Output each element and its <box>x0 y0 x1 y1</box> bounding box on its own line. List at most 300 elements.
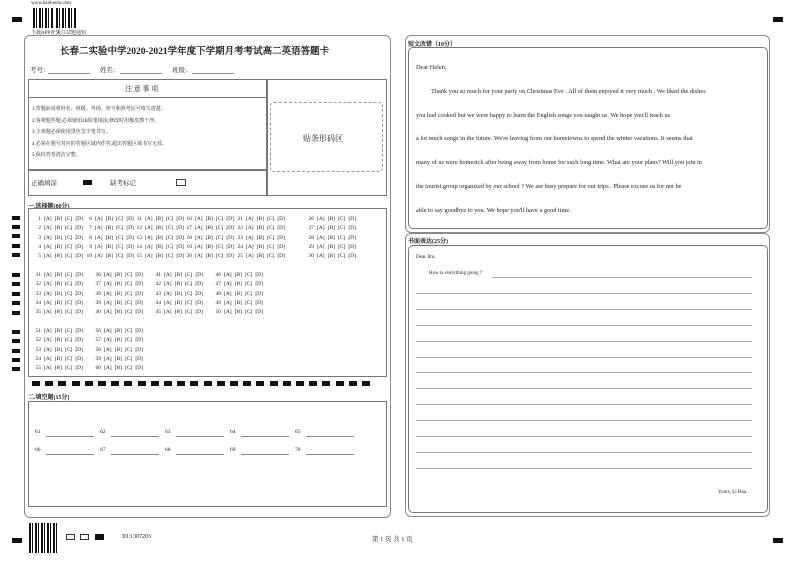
choice-bubble[interactable]: [A] <box>145 243 153 250</box>
choice-bubble[interactable]: [D] <box>126 234 134 241</box>
choice-bubble[interactable]: [B] <box>205 225 213 232</box>
choice-bubble[interactable]: [D] <box>75 290 83 297</box>
choice-bubble[interactable]: [A] <box>164 272 172 278</box>
choice-bubble[interactable]: [B] <box>105 225 113 232</box>
timing-mark <box>362 381 370 386</box>
choice-bubble[interactable]: [B] <box>234 290 242 297</box>
choice-bubble[interactable]: [B] <box>174 272 182 278</box>
choice-bubble[interactable]: [C] <box>165 234 174 241</box>
choice-bubble[interactable]: [B] <box>105 234 113 241</box>
choice-bubble[interactable]: [B] <box>114 281 122 288</box>
choice-bubble[interactable]: [A] <box>44 365 52 372</box>
choice-bubble[interactable]: [B] <box>114 355 122 362</box>
choice-bubble[interactable]: [B] <box>54 365 62 372</box>
choice-bubble[interactable]: [D] <box>135 328 143 334</box>
choice-row <box>184 244 234 250</box>
choice-bubble[interactable]: [C] <box>244 309 253 316</box>
choice-bubble[interactable]: [A] <box>145 253 153 260</box>
choice-bubble[interactable]: [C] <box>64 290 73 297</box>
choice-bubble[interactable]: [B] <box>155 253 163 260</box>
choice-bubble[interactable]: [C] <box>64 216 73 222</box>
choice-bubble[interactable]: [C] <box>244 281 253 288</box>
exam-number-blank[interactable] <box>48 73 90 74</box>
choice-bubble[interactable]: [C] <box>124 337 133 344</box>
choice-bubble[interactable]: [A] <box>44 346 52 353</box>
choice-bubble[interactable]: [B] <box>105 243 113 250</box>
choice-bubble[interactable]: [C] <box>165 216 174 222</box>
choice-bubble[interactable]: [C] <box>115 225 124 232</box>
choice-bubble[interactable]: [A] <box>104 355 112 362</box>
blank-number: 66 <box>35 447 41 453</box>
choice-bubble[interactable]: [C] <box>64 243 73 250</box>
absent-checkbox[interactable] <box>176 179 186 186</box>
choice-bubble[interactable]: [A] <box>195 234 203 241</box>
choice-bubble[interactable]: [C] <box>337 243 346 250</box>
choice-bubble[interactable]: [A] <box>246 216 254 222</box>
choice-bubble[interactable]: [C] <box>165 225 174 232</box>
choice-bubble[interactable]: [A] <box>145 234 153 241</box>
choice-bubble[interactable]: [D] <box>277 234 285 241</box>
choice-bubble[interactable]: [C] <box>115 234 124 241</box>
choice-bubble[interactable]: [D] <box>75 272 83 278</box>
choice-bubble[interactable]: [D] <box>75 328 83 334</box>
choice-bubble[interactable]: [C] <box>124 309 133 316</box>
choice-bubble[interactable]: [C] <box>266 216 275 222</box>
choice-bubble[interactable]: [C] <box>64 253 73 260</box>
choice-bubble[interactable]: [C] <box>337 253 346 260</box>
notice-item: 1.答题前请将姓名、班级、考场、座号和准考证号填写清楚。 <box>32 107 166 112</box>
question-number: 40 <box>95 309 101 316</box>
blank-line[interactable] <box>306 436 354 437</box>
choice-row <box>33 281 83 287</box>
choice-bubble[interactable]: [A] <box>195 225 203 232</box>
choice-bubble[interactable]: [B] <box>54 328 62 334</box>
choice-bubble[interactable]: [B] <box>114 272 122 278</box>
choice-bubble[interactable]: [B] <box>155 234 163 241</box>
choice-bubble[interactable]: [C] <box>244 272 253 278</box>
choice-bubble[interactable]: [B] <box>327 216 335 222</box>
choice-bubble[interactable]: [C] <box>184 281 193 288</box>
writing-line[interactable] <box>416 388 752 389</box>
choice-bubble[interactable]: [D] <box>75 355 83 362</box>
choice-bubble[interactable]: [D] <box>226 234 234 241</box>
choice-bubble[interactable]: [D] <box>277 216 285 222</box>
choice-bubble[interactable]: [D] <box>126 253 134 260</box>
choice-bubble[interactable]: [C] <box>337 216 346 222</box>
choice-bubble[interactable]: [C] <box>124 290 133 297</box>
choice-bubble[interactable]: [A] <box>104 346 112 353</box>
blank-line[interactable] <box>111 454 159 455</box>
choice-bubble[interactable]: [A] <box>224 281 232 288</box>
choice-bubble[interactable]: [A] <box>44 309 52 316</box>
choice-bubble[interactable]: [C] <box>165 253 174 260</box>
choice-bubble[interactable]: [D] <box>226 225 234 232</box>
choice-bubble[interactable]: [D] <box>75 346 83 353</box>
choice-bubble[interactable]: [A] <box>195 243 203 250</box>
choice-bubble[interactable]: [B] <box>114 365 122 372</box>
choice-bubble[interactable]: [B] <box>54 243 62 250</box>
choice-bubble[interactable]: [B] <box>54 290 62 297</box>
choice-bubble[interactable]: [B] <box>114 299 122 306</box>
choice-bubble[interactable]: [C] <box>244 299 253 306</box>
choice-bubble[interactable]: [D] <box>126 243 134 250</box>
choice-bubble[interactable]: [D] <box>255 290 263 297</box>
question-number: 8 <box>89 234 92 241</box>
choice-bubble[interactable]: [A] <box>44 225 52 232</box>
choice-bubble[interactable]: [A] <box>317 216 325 222</box>
choice-bubble[interactable]: [B] <box>327 234 335 241</box>
choice-bubble[interactable]: [C] <box>64 281 73 288</box>
choice-bubble[interactable]: [A] <box>317 234 325 241</box>
writing-line[interactable] <box>416 404 752 405</box>
choice-bubble[interactable]: [A] <box>44 328 52 334</box>
choice-bubble[interactable]: [B] <box>256 243 264 250</box>
choice-bubble[interactable]: [A] <box>195 253 203 260</box>
choice-bubble[interactable]: [B] <box>205 253 213 260</box>
choice-bubble[interactable]: [B] <box>105 216 113 222</box>
choice-bubble[interactable]: [B] <box>54 272 62 278</box>
choice-bubble[interactable]: [C] <box>184 272 193 278</box>
timing-mark <box>12 282 20 286</box>
blank-line[interactable] <box>46 454 94 455</box>
choice-bubble[interactable]: [A] <box>44 299 52 306</box>
blank-line[interactable] <box>111 436 159 437</box>
writing-line[interactable] <box>416 325 752 326</box>
blank-line[interactable] <box>176 436 224 437</box>
correction-line: many of us were homesick after being away from home for such long time. What are your plans? Will you join in <box>416 159 702 167</box>
choice-bubble[interactable]: [B] <box>256 225 264 232</box>
choice-bubble[interactable]: [C] <box>244 290 253 297</box>
choice-bubble[interactable]: [B] <box>234 299 242 306</box>
choice-bubble[interactable]: [D] <box>75 225 83 232</box>
choice-bubble[interactable]: [A] <box>104 290 112 297</box>
choice-bubble[interactable]: [B] <box>54 234 62 241</box>
notice-item: 4.必须在题号对应的答题区域内作答,超出答题区域书写无效。 <box>32 141 168 147</box>
choice-bubble[interactable]: [D] <box>135 346 143 353</box>
choice-bubble[interactable]: [B] <box>54 337 62 344</box>
choice-bubble[interactable]: [D] <box>195 272 203 278</box>
choice-bubble[interactable]: [D] <box>75 243 83 250</box>
choice-bubble[interactable]: [A] <box>164 281 172 288</box>
choice-bubble[interactable]: [A] <box>104 365 112 372</box>
choice-bubble[interactable]: [D] <box>226 253 234 260</box>
choice-bubble[interactable]: [B] <box>54 281 62 288</box>
choice-bubble[interactable]: [D] <box>226 216 234 222</box>
choice-bubble[interactable]: [D] <box>195 309 203 316</box>
choice-bubble[interactable]: [C] <box>64 299 73 306</box>
choice-bubble[interactable]: [B] <box>327 253 335 260</box>
choice-bubble[interactable]: [D] <box>348 243 356 250</box>
choice-row <box>93 309 143 315</box>
choice-bubble[interactable]: [C] <box>266 225 275 232</box>
choice-row <box>153 281 203 287</box>
choice-bubble[interactable]: [B] <box>174 309 182 316</box>
blank-line[interactable] <box>176 454 224 455</box>
choice-bubble[interactable]: [D] <box>126 216 134 222</box>
choice-bubble[interactable]: [B] <box>327 225 335 232</box>
choice-bubble[interactable]: [B] <box>155 216 163 222</box>
correction-line: Thank you so much for your party on Christmas Eve . All of them enjoyed it very much . We liked the dishes <box>431 87 706 95</box>
choice-bubble[interactable]: [C] <box>64 337 73 344</box>
choice-bubble[interactable]: [D] <box>277 225 285 232</box>
name-blank[interactable] <box>120 73 162 74</box>
choice-bubble[interactable]: [B] <box>54 299 62 306</box>
choice-bubble[interactable]: [D] <box>135 355 143 362</box>
timing-mark <box>296 381 304 386</box>
choice-bubble[interactable]: [C] <box>115 243 124 250</box>
choice-bubble[interactable]: [B] <box>205 243 213 250</box>
writing-line[interactable] <box>492 277 752 278</box>
choice-bubble[interactable]: [C] <box>115 253 124 260</box>
choice-bubble[interactable]: [B] <box>155 243 163 250</box>
choice-bubble[interactable]: [B] <box>105 253 113 260</box>
choice-bubble[interactable]: [C] <box>215 234 224 241</box>
choice-bubble[interactable]: [B] <box>174 281 182 288</box>
choice-bubble[interactable]: [B] <box>54 309 62 316</box>
choice-bubble[interactable]: [B] <box>205 216 213 222</box>
timing-mark <box>230 381 238 386</box>
choice-bubble[interactable]: [C] <box>124 346 133 353</box>
choice-bubble[interactable]: [D] <box>277 243 285 250</box>
choice-bubble[interactable]: [D] <box>195 290 203 297</box>
writing-line[interactable] <box>416 452 752 453</box>
choice-bubble[interactable]: [A] <box>95 225 103 232</box>
writing-line[interactable] <box>416 372 752 373</box>
choice-bubble[interactable]: [A] <box>246 243 254 250</box>
choice-bubble[interactable]: [D] <box>135 272 143 278</box>
choice-bubble[interactable]: [D] <box>75 253 83 260</box>
choice-bubble[interactable]: [C] <box>64 328 73 334</box>
choice-bubble[interactable]: [B] <box>155 225 163 232</box>
choice-bubble[interactable]: [A] <box>104 272 112 278</box>
choice-bubble[interactable]: [A] <box>104 281 112 288</box>
choice-bubble[interactable]: [D] <box>195 281 203 288</box>
question-number: 60 <box>95 365 101 372</box>
choice-bubble[interactable]: [A] <box>104 328 112 334</box>
choice-bubble[interactable]: [D] <box>255 309 263 316</box>
choice-bubble[interactable]: [B] <box>114 290 122 297</box>
choice-bubble[interactable]: [B] <box>54 346 62 353</box>
choice-bubble[interactable]: [C] <box>64 225 73 232</box>
choice-bubble[interactable]: [B] <box>54 355 62 362</box>
choice-bubble[interactable]: [A] <box>95 243 103 250</box>
choice-bubble[interactable]: [D] <box>348 225 356 232</box>
choice-row <box>93 272 143 278</box>
choice-bubble[interactable]: [C] <box>64 234 73 241</box>
choice-bubble[interactable]: [A] <box>246 253 254 260</box>
choice-bubble[interactable]: [D] <box>176 253 184 260</box>
choice-bubble[interactable]: [C] <box>124 299 133 306</box>
qr-code-notice <box>56 8 76 28</box>
choice-bubble[interactable]: [C] <box>215 216 224 222</box>
choice-bubble[interactable]: [A] <box>164 309 172 316</box>
blank-line[interactable] <box>306 454 354 455</box>
choice-bubble[interactable]: [D] <box>255 299 263 306</box>
choice-bubble[interactable]: [B] <box>114 346 122 353</box>
choice-bubble[interactable]: [D] <box>75 234 83 241</box>
choice-bubble[interactable]: [D] <box>176 243 184 250</box>
choice-bubble[interactable]: [A] <box>246 225 254 232</box>
choice-bubble[interactable]: [C] <box>184 290 193 297</box>
choice-bubble[interactable]: [D] <box>277 253 285 260</box>
choice-bubble[interactable]: [A] <box>95 216 103 222</box>
choice-bubble[interactable]: [A] <box>317 225 325 232</box>
choice-bubble[interactable]: [C] <box>184 299 193 306</box>
choice-bubble[interactable]: [C] <box>64 355 73 362</box>
choice-bubble[interactable]: [B] <box>54 216 62 222</box>
writing-line[interactable] <box>416 468 752 469</box>
choice-bubble[interactable]: [C] <box>215 243 224 250</box>
choice-bubble[interactable]: [C] <box>337 225 346 232</box>
blank-line[interactable] <box>241 436 289 437</box>
choice-bubble[interactable]: [D] <box>135 299 143 306</box>
notice-heading: 注 意 事 项 <box>125 85 159 93</box>
choice-row <box>306 216 356 222</box>
choice-bubble[interactable]: [C] <box>124 355 133 362</box>
choice-bubble[interactable]: [D] <box>176 234 184 241</box>
writing-line[interactable] <box>416 293 752 294</box>
choice-row <box>33 225 83 231</box>
choice-bubble[interactable]: [A] <box>224 272 232 278</box>
choice-bubble[interactable]: [C] <box>64 272 73 278</box>
choice-bubble[interactable]: [C] <box>124 272 133 278</box>
choice-bubble[interactable]: [D] <box>176 225 184 232</box>
blank-line[interactable] <box>46 436 94 437</box>
choice-bubble[interactable]: [B] <box>174 290 182 297</box>
choice-bubble[interactable]: [A] <box>164 299 172 306</box>
choice-row <box>33 365 83 371</box>
writing-line[interactable] <box>416 309 752 310</box>
choice-bubble[interactable]: [A] <box>145 216 153 222</box>
choice-bubble[interactable]: [C] <box>337 234 346 241</box>
choice-bubble[interactable]: [D] <box>135 365 143 372</box>
choice-bubble[interactable]: [A] <box>44 355 52 362</box>
choice-bubble[interactable]: [D] <box>75 365 83 372</box>
choice-bubble[interactable]: [B] <box>327 243 335 250</box>
choice-bubble[interactable]: [C] <box>165 243 174 250</box>
choice-row <box>93 281 143 287</box>
choice-bubble[interactable]: [D] <box>75 337 83 344</box>
choice-bubble[interactable]: [B] <box>234 309 242 316</box>
choice-bubble[interactable]: [D] <box>255 281 263 288</box>
choice-bubble[interactable]: [B] <box>256 216 264 222</box>
choice-bubble[interactable]: [B] <box>256 234 264 241</box>
choice-bubble[interactable]: [C] <box>115 216 124 222</box>
writing-line[interactable] <box>416 357 752 358</box>
choice-row <box>93 365 143 371</box>
choice-row <box>184 253 234 259</box>
choice-bubble[interactable]: [D] <box>135 337 143 344</box>
choice-bubble[interactable]: [A] <box>95 253 103 260</box>
choice-bubble[interactable]: [B] <box>234 281 242 288</box>
choice-bubble[interactable]: [D] <box>75 309 83 316</box>
field-exam-number <box>30 65 50 74</box>
choice-bubble[interactable]: [A] <box>44 281 52 288</box>
choice-bubble[interactable]: [A] <box>224 309 232 316</box>
choice-bubble[interactable]: [B] <box>54 253 62 260</box>
choice-bubble[interactable]: [D] <box>135 309 143 316</box>
choice-bubble[interactable]: [A] <box>44 290 52 297</box>
choice-bubble[interactable]: [C] <box>184 309 193 316</box>
choice-bubble[interactable]: [A] <box>317 253 325 260</box>
choice-bubble[interactable]: [B] <box>114 328 122 334</box>
choice-bubble[interactable]: [D] <box>348 234 356 241</box>
choice-bubble[interactable]: [D] <box>176 216 184 222</box>
choice-bubble[interactable]: [A] <box>44 216 52 222</box>
writing-line[interactable] <box>416 341 752 342</box>
choice-bubble[interactable]: [D] <box>348 253 356 260</box>
choice-bubble[interactable]: [D] <box>75 281 83 288</box>
choice-bubble[interactable]: [C] <box>124 281 133 288</box>
choice-bubble[interactable]: [A] <box>224 290 232 297</box>
choice-bubble[interactable]: [B] <box>114 337 122 344</box>
choice-bubble[interactable]: [D] <box>348 216 356 222</box>
choice-bubble[interactable]: [A] <box>246 234 254 241</box>
choice-bubble[interactable]: [D] <box>75 299 83 306</box>
choice-bubble[interactable]: [C] <box>266 243 275 250</box>
choice-bubble[interactable]: [A] <box>44 337 52 344</box>
choice-bubble[interactable]: [C] <box>64 309 73 316</box>
question-number: 26 <box>308 216 314 222</box>
choice-bubble[interactable]: [D] <box>255 272 263 278</box>
choice-row <box>33 300 83 306</box>
choice-bubble[interactable]: [B] <box>256 253 264 260</box>
choice-bubble[interactable]: [D] <box>135 281 143 288</box>
choice-bubble[interactable]: [C] <box>124 365 133 372</box>
choice-bubble[interactable]: [B] <box>234 272 242 278</box>
footer-qr-code[interactable] <box>29 523 59 553</box>
writing-line[interactable] <box>416 436 752 437</box>
class-blank[interactable] <box>192 73 234 74</box>
choice-bubble[interactable]: [A] <box>145 225 153 232</box>
choice-row <box>213 300 263 306</box>
choice-bubble[interactable]: [C] <box>266 234 275 241</box>
choice-bubble[interactable]: [D] <box>226 243 234 250</box>
choice-bubble[interactable]: [A] <box>44 253 52 260</box>
choice-bubble[interactable]: [A] <box>95 234 103 241</box>
choice-bubble[interactable]: [C] <box>124 328 133 334</box>
corner-mark-br <box>773 538 783 543</box>
choice-bubble[interactable]: [B] <box>174 299 182 306</box>
choice-bubble[interactable]: [D] <box>195 299 203 306</box>
choice-bubble[interactable]: [A] <box>44 243 52 250</box>
choice-bubble[interactable]: [A] <box>317 243 325 250</box>
choice-bubble[interactable]: [B] <box>54 225 62 232</box>
choice-bubble[interactable]: [D] <box>135 290 143 297</box>
choice-bubble[interactable]: [D] <box>75 216 83 222</box>
choice-bubble[interactable]: [A] <box>104 299 112 306</box>
choice-bubble[interactable]: [A] <box>104 309 112 316</box>
timing-mark <box>12 253 20 257</box>
choice-bubble[interactable]: [C] <box>215 225 224 232</box>
choice-bubble[interactable]: [A] <box>44 234 52 241</box>
choice-bubble[interactable]: [A] <box>195 216 203 222</box>
choice-bubble[interactable]: [C] <box>64 346 73 353</box>
writing-line[interactable] <box>416 420 752 421</box>
choice-bubble[interactable]: [C] <box>64 365 73 372</box>
choice-bubble[interactable]: [A] <box>44 272 52 278</box>
choice-bubble[interactable]: [A] <box>224 299 232 306</box>
choice-bubble[interactable]: [D] <box>126 225 134 232</box>
question-number: 21 <box>237 216 243 222</box>
choice-bubble[interactable]: [A] <box>164 290 172 297</box>
blank-line[interactable] <box>241 454 289 455</box>
choice-bubble[interactable]: [C] <box>266 253 275 260</box>
choice-bubble[interactable]: [A] <box>104 337 112 344</box>
choice-bubble[interactable]: [C] <box>215 253 224 260</box>
choice-bubble[interactable]: [B] <box>205 234 213 241</box>
choice-bubble[interactable]: [B] <box>114 309 122 316</box>
